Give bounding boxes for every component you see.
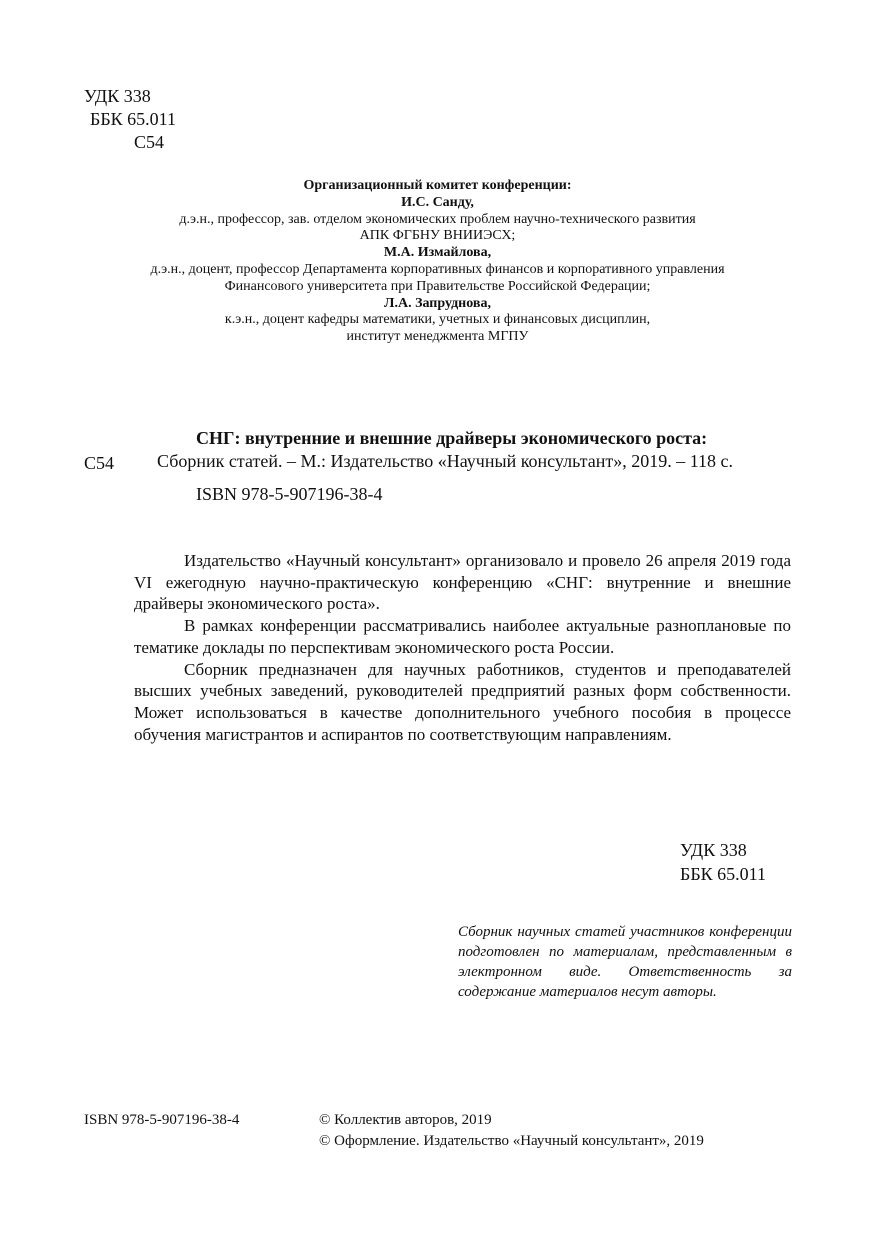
bbk-code: ББК 65.011: [90, 109, 177, 129]
member-credentials: Финансового университета при Правительстве Российской Федерации;: [224, 278, 651, 294]
annotation-paragraph: В рамках конференции рассматривались наиболее актуальные разноплановые по тематике доклады по перспективам экономического роста России.: [134, 616, 791, 657]
book-title: СНГ: внутренние и внешние драйверы экономического роста:: [196, 428, 708, 448]
book-description: Сборник статей. – М.: Издательство «Научный консультант», 2019. – 118 с.: [157, 451, 734, 471]
member-credentials: д.э.н., профессор, зав. отделом экономических проблем научно-технического развития: [179, 211, 696, 227]
member-credentials: к.э.н., доцент кафедры математики, учетных и финансовых дисциплин,: [224, 312, 651, 328]
annotation-paragraph: Издательство «Научный консультант» организовало и провело 26 апреля 2019 года VI ежегодную научно-практическую конференцию «СНГ: внутренние и внешние драйверы экономического роста».: [134, 551, 791, 614]
responsibility-note: Сборник научных статей участников конференции подготовлен по материалам, представленным в электронном виде. Ответственность за содержание материалов несут авторы.: [458, 924, 792, 1000]
member-name: Л.А. Запруднова,: [384, 295, 491, 311]
copyright-line: © Оформление. Издательство «Научный консультант», 2019: [319, 1133, 704, 1149]
bbk-code-right: ББК 65.011: [680, 864, 767, 884]
annotation: [134, 550, 791, 745]
member-credentials: АПК ФГБНУ ВНИИЭСХ;: [359, 228, 516, 244]
footer-isbn: ISBN 978-5-907196-38-4: [84, 1112, 240, 1128]
member-credentials: д.э.н., доцент, профессор Департамента корпоративных финансов и корпоративного управления: [150, 261, 725, 277]
copyright-block: [319, 1110, 704, 1152]
member-name: М.А. Измайлова,: [383, 245, 492, 261]
udk-code-right: УДК 338: [680, 840, 747, 860]
member-credentials: институт менеджмента МГПУ: [346, 329, 529, 345]
organizing-committee: [80, 178, 795, 346]
bibliographic-record: [84, 427, 792, 506]
record-code: С54: [84, 453, 115, 473]
record-isbn: ISBN 978-5-907196-38-4: [196, 484, 383, 504]
committee-heading: Организационный комитет конференции:: [303, 178, 572, 193]
annotation-paragraph: Сборник предназначен для научных работников, студентов и преподавателей высших учебных заведений, руководителей предприятий разных форм собственности. Может использоваться в качестве дополнительного учебного пособия в процессе обучения магистрантов и аспирантов по соответствующим направлениям.: [134, 659, 791, 744]
description-row: [84, 450, 792, 475]
classification-codes: [84, 85, 176, 154]
copyright-line: © Коллектив авторов, 2019: [319, 1112, 492, 1128]
udk-code: УДК 338: [84, 86, 151, 106]
author-code: С54: [134, 132, 165, 152]
member-name: И.С. Санду,: [401, 194, 474, 210]
classification-codes-right: [680, 838, 766, 886]
footer: [84, 1110, 804, 1152]
